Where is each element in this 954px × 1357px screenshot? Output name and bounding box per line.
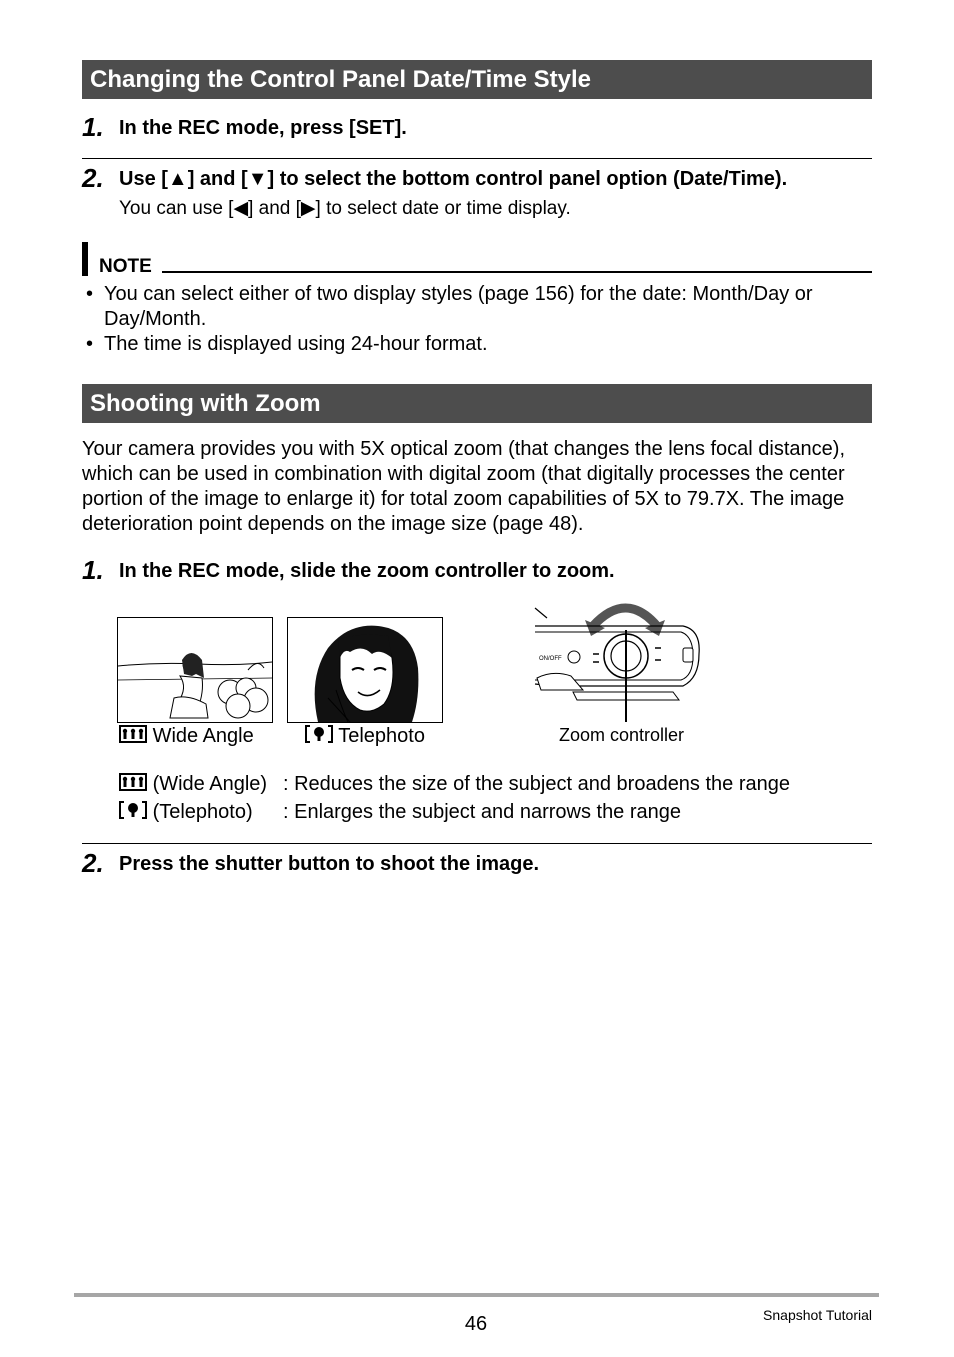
telephoto-icon	[119, 801, 147, 825]
legend-row-wide	[119, 772, 267, 797]
step-text: In the REC mode, press [SET].	[119, 117, 407, 139]
note-marker	[82, 242, 88, 276]
zoom-intro-paragraph: Your camera provides you with 5X optical zoom (that changes the lens focal distance), which can be used in combination with digital zoom (that digitally processes the center portion of the image to enlarge it) for total zoom capabilities of 5X to 79.7X. The image deterioration point depends on the image size (page 48).	[82, 438, 846, 535]
camera-onoff-label: ON/OFF	[539, 656, 562, 662]
step-text-part: ] and [	[187, 168, 248, 190]
note-label: NOTE	[99, 256, 152, 277]
divider	[82, 843, 872, 844]
subtext-part: ] to select date or time display.	[315, 198, 571, 219]
wide-angle-icon	[119, 725, 147, 749]
right-triangle-icon: ▶	[300, 198, 316, 219]
section-title: Changing the Control Panel Date/Time Style	[90, 66, 591, 93]
step-text-part: ] to select the bottom control panel option (Date/Time).	[267, 168, 788, 190]
bullet-dot: •	[86, 283, 94, 305]
caption-label: Telephoto	[338, 725, 425, 747]
left-triangle-icon: ◀	[233, 198, 249, 219]
step-text-part: Use [	[119, 168, 168, 190]
telephoto-caption	[305, 724, 425, 749]
telephoto-icon	[305, 725, 333, 749]
step-text: Press the shutter button to shoot the image.	[119, 853, 540, 875]
subtext-part: ] and [	[248, 198, 301, 219]
zoom-controller-caption: Zoom controller	[559, 725, 685, 745]
step-text	[119, 167, 787, 191]
step-number: 1.	[82, 112, 104, 142]
note-bullet: The time is displayed using 24-hour format.	[104, 333, 488, 355]
footer-section-name: Snapshot Tutorial	[763, 1307, 872, 1323]
page-number: 46	[464, 1313, 488, 1335]
step-number: 2.	[82, 163, 104, 193]
caption-label: Wide Angle	[152, 725, 254, 747]
legend-row-tele	[119, 800, 253, 825]
up-triangle-icon: ▲	[167, 168, 188, 190]
section-header-date-time-style	[82, 60, 872, 99]
legend-desc: : Enlarges the subject and narrows the range	[283, 801, 682, 823]
telephoto-photo	[287, 617, 443, 723]
down-triangle-icon: ▼	[247, 168, 268, 190]
camera-illustration	[533, 596, 703, 726]
note-rule	[162, 271, 872, 273]
step-subtext	[119, 196, 571, 221]
wide-angle-caption	[119, 724, 254, 749]
step-number: 2.	[82, 848, 104, 878]
section-title: Shooting with Zoom	[90, 390, 321, 417]
subtext-part: You can use [	[119, 198, 234, 219]
wide-angle-photo	[117, 617, 273, 723]
section-header-zoom	[82, 384, 872, 423]
divider	[82, 158, 872, 159]
legend-desc: : Reduces the size of the subject and broadens the range	[283, 773, 791, 795]
note-bullet: You can select either of two display styles (page 156) for the date: Month/Day or Day/Month.	[104, 283, 813, 330]
legend-term: (Telephoto)	[152, 801, 253, 823]
footer-rule	[74, 1293, 879, 1297]
wide-angle-icon	[119, 773, 147, 797]
bullet-dot: •	[86, 333, 94, 355]
step-text: In the REC mode, slide the zoom controller to zoom.	[119, 560, 615, 582]
step-number: 1.	[82, 555, 104, 585]
legend-term: (Wide Angle)	[152, 773, 268, 795]
